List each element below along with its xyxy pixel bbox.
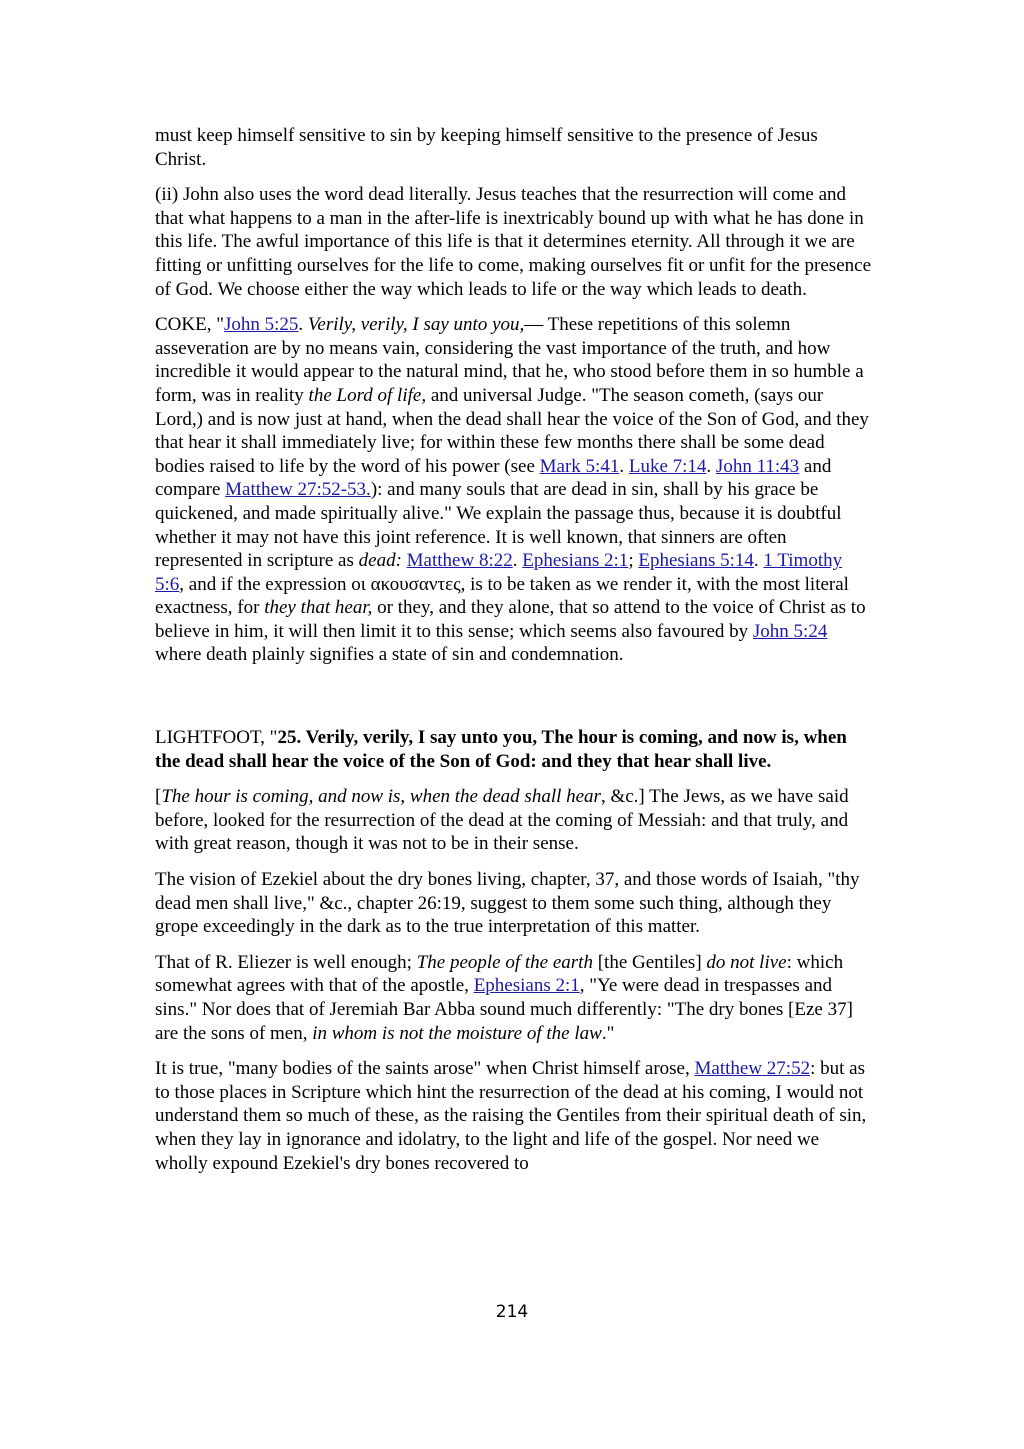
bold-verse-text: 25. Verily, verily, I say unto you, The hour is coming, and now is, when the dead shall hear the voice of the Son of God: and they that hear shall live. bbox=[155, 727, 847, 772]
text: — These repetitions of this solemn asseveration are by no means vain, considering the vast importance of the truth, and how incredible it would appear to the natural mind, that he, who stood before them in so humble a form, was in reality bbox=[155, 314, 864, 406]
scripture-link-john-5-24[interactable]: John 5:24 bbox=[752, 620, 828, 642]
text: , &c.] The Jews, as we have said before, looked for the resurrection of the dead at the coming of Messiah: and that truly, and with great reason, though it was not to be in their sense. bbox=[155, 786, 849, 855]
scripture-link-ephesians-5-14[interactable]: Ephesians 5:14 bbox=[638, 550, 754, 572]
text: , and if the expression οι ακουσαντες, is to be taken as we render it, with the most literal exactness, for bbox=[155, 573, 849, 619]
paragraph-lightfoot-heading bbox=[155, 726, 873, 773]
text: That of R. Eliezer is well enough; bbox=[155, 951, 417, 973]
text: ): and many souls that are dead in sin, shall by his grace be quickened, and made spiritually alive." We explain the passage thus, because it is doubtful whether it may not have this joint reference. It is well known, that sinners are often represented in scripture as bbox=[155, 479, 842, 572]
text: and universal Judge. "The season cometh, (says our Lord,) and is now just at hand, when the dead shall hear the voice of the Son of God, and they that hear it shall immediately live; for within these few months there shall be some dead bodies raised to life by the word of his power (see bbox=[155, 384, 869, 477]
paragraph-barclay-literal bbox=[155, 183, 873, 301]
italic-text: do not live bbox=[706, 951, 787, 973]
text: [ bbox=[155, 786, 162, 808]
text: [the Gentiles] bbox=[592, 951, 707, 973]
paragraph-eliezer bbox=[155, 951, 873, 1045]
text: ; bbox=[628, 550, 639, 572]
text: It is true, "many bodies of the saints arose" when Christ himself arose, bbox=[155, 1058, 695, 1080]
italic-text: The hour is coming, and now is, when the dead shall hear bbox=[161, 786, 601, 808]
scripture-link-luke-7-14[interactable]: Luke 7:14 bbox=[628, 455, 707, 477]
scripture-link-john-11-43[interactable]: John 11:43 bbox=[715, 455, 800, 477]
text: . bbox=[753, 550, 764, 572]
text: LIGHTFOOT, " bbox=[155, 727, 278, 749]
scripture-link-matthew-27-52[interactable]: Matthew 27:52 bbox=[694, 1058, 811, 1080]
text: . bbox=[706, 455, 716, 477]
italic-text: The people of the earth bbox=[416, 951, 593, 973]
scripture-link-ephesians-2-1[interactable]: Ephesians 2:1 bbox=[522, 550, 629, 572]
scripture-link-john-5-25[interactable]: John 5:25 bbox=[223, 314, 299, 336]
text: where death plainly signifies a state of sin and condemnation. bbox=[155, 644, 624, 666]
text: and compare bbox=[155, 455, 832, 501]
document-body bbox=[155, 124, 873, 1187]
text: . bbox=[298, 314, 308, 336]
text: must keep himself sensitive to sin by keeping himself sensitive to the presence of Jesus Christ. bbox=[155, 125, 818, 170]
text: . bbox=[619, 455, 629, 477]
scripture-link-ephesians-2-1[interactable]: Ephesians 2:1 bbox=[473, 975, 580, 997]
page-number: 214 bbox=[495, 1302, 529, 1322]
text: or they, and they alone, that so attend to the voice of Christ as to believe in him, it will then limit it to this sense; which seems also favoured by bbox=[155, 597, 866, 642]
scripture-link-matthew-27-52-53[interactable]: Matthew 27:52-53. bbox=[225, 479, 371, 501]
text: (ii) John also uses the word dead literally. Jesus teaches that the resurrection will come and that what happens to a man in the after-life is inextricably bound up with what he has done in this life. The awful importance of this life is that it determines eternity. All through it we are fitting or unfitting ourselves for the life to come, making ourselves fit or unfit for the presence of God. We choose either the way which leads to life or the way which leads to death. bbox=[155, 184, 871, 300]
text: ." bbox=[601, 1022, 615, 1044]
text: , "Ye were dead in trespasses and sins." Nor does that of Jeremiah Bar Abba sound much differently: "The dry bones [Eze 37] are the sons of men, bbox=[155, 975, 853, 1044]
paragraph-coke bbox=[155, 313, 873, 667]
italic-text: dead: bbox=[358, 550, 402, 572]
scripture-link-matthew-8-22[interactable]: Matthew 8:22 bbox=[406, 550, 513, 572]
scripture-link-1-timothy-5-6[interactable]: 1 Timothy 5:6 bbox=[155, 550, 843, 595]
paragraph-bodies-of-saints bbox=[155, 1057, 873, 1175]
italic-text: in whom is not the moisture of the law bbox=[312, 1022, 602, 1044]
text: COKE, " bbox=[155, 314, 224, 336]
italic-text: the Lord of life, bbox=[308, 384, 427, 406]
text: : but as to those places in Scripture which hint the resurrection of the dead at his coming, I would not understand them so much of these, as the raising the Gentiles from their spiritual death of sin, when they lay in ignorance and idolatry, to the light and life of the gospel. Nor need we wholly expound Ezekiel's dry bones recovered to bbox=[155, 1058, 867, 1174]
italic-text: Verily, verily, I say unto you, bbox=[307, 314, 525, 336]
paragraph-hour-is-coming bbox=[155, 785, 873, 856]
text: The vision of Ezekiel about the dry bones living, chapter, 37, and those words of Isaiah, "thy dead men shall live," &c., chapter 26:19, suggest to them some such thing, although they grope exceedingly in the dark as to the true interpretation of this matter. bbox=[155, 869, 860, 938]
italic-text: they that hear, bbox=[264, 597, 373, 619]
scripture-link-mark-5-41[interactable]: Mark 5:41 bbox=[539, 455, 620, 477]
paragraph-barclay-end bbox=[155, 124, 873, 171]
text: : which somewhat agrees with that of the apostle, bbox=[155, 951, 844, 997]
paragraph-ezekiel-vision bbox=[155, 868, 873, 939]
text: . bbox=[512, 550, 523, 572]
